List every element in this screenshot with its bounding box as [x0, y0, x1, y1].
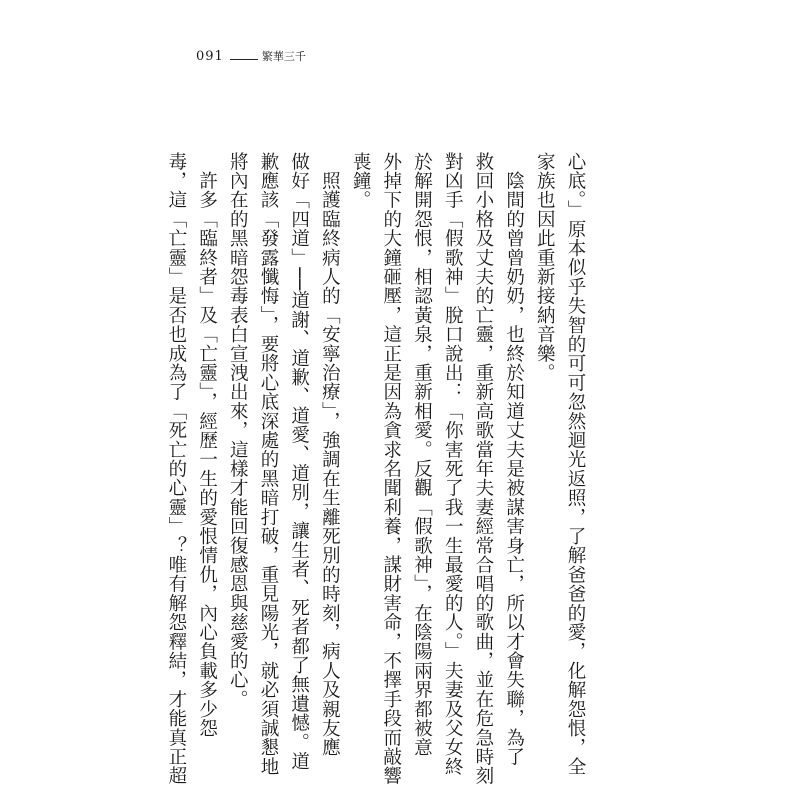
book-title: 繁華三千: [261, 50, 306, 63]
text-column: 喪鐘。: [350, 152, 372, 210]
text-column: 照護臨終病人的「安寧治療」，強調在生離死別的時刻，病人及親友應: [319, 152, 341, 758]
text-column: 對凶手「假歌神」脫口說出：「你害死了我一生最愛的人。」夫妻及父女終: [442, 152, 464, 777]
running-header: [196, 48, 306, 64]
page-number: 091: [196, 49, 224, 64]
text-column: 家族也因此重新接納音樂。: [534, 152, 556, 383]
text-column: 於解開怨恨，相認黃泉，重新相愛。反觀「假歌神」，在陰陽兩界都被意: [411, 152, 433, 758]
text-column: 心底。」原本似乎失智的可可忽然迴光返照，了解爸爸的愛，化解怨恨，全: [565, 152, 586, 777]
text-column: 歉應該「發露懺悔」，要將心底深處的黑暗打破，重見陽光，就必須誠懇地: [257, 152, 279, 777]
text-column: 外掉下的大鐘砸壓，這正是因為貪求名聞利養，謀財害命，不擇手段而敲響: [380, 152, 402, 786]
header-rule: [230, 59, 258, 60]
text-column: 陰間的曾曾奶奶，也終於知道丈夫是被謀害身亡，所以才會失聯，為了: [503, 152, 525, 767]
text-column: 做好「四道」──道謝、道歉、道愛、道別，讓生者、死者都了無遺憾。道: [288, 152, 310, 771]
text-column: 將內在的黑暗怨毒表白宣洩出來，這樣才能回復感恩與慈愛的心。: [227, 152, 249, 709]
text-column: 毒，這「亡靈」是否也成為了「死亡的心靈」？唯有解怨釋結，才能真正超: [165, 152, 187, 786]
text-column: 許多「臨終者」及「亡靈」，經歷一生的愛恨情仇，內心負載多少怨: [196, 152, 218, 738]
body-text: [165, 152, 590, 786]
text-column: 救回小格及丈夫的亡靈，重新高歌當年夫妻經常合唱的歌曲，並在危急時刻: [472, 152, 494, 786]
